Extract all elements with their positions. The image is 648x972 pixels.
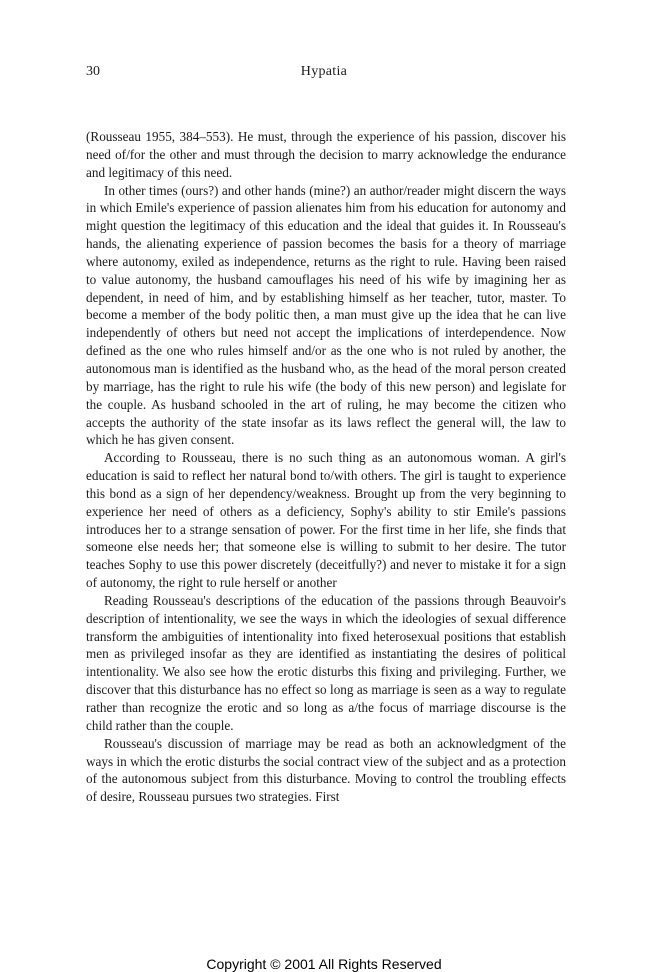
copyright-notice: Copyright © 2001 All Rights Reserved	[206, 956, 442, 972]
page-number: 30	[86, 64, 100, 79]
paragraph: According to Rousseau, there is no such thing as an autonomous woman. A girl's education is said to reflect her natural bond to/with others. The girl is taught to experience this bond as a sign of her dependency/weakness. Brought up from the very beginning to experience her need of others as a deficiency, Sophy's ability to stir Emile's passions introduces her to a strange sensation of power. For the first time in her life, she finds that someone else needs her; that someone else is willing to submit to her desire. The tutor teaches Sophy to use this power discretely (deceitfully?) and never to mistake it for a sign of autonomy, the right to rule herself or another	[86, 450, 566, 591]
paragraph: Rousseau's discussion of marriage may be read as both an acknowledgment of the ways in which the erotic disturbs the social contract view of the subject and as a protection of the autonomous subject from this disturbance. Moving to control the troubling effects of desire, Rousseau pursues two strategies. First	[86, 735, 566, 805]
running-title: Hypatia	[300, 64, 348, 79]
body-text	[86, 128, 566, 806]
paragraph: In other times (ours?) and other hands (mine?) an author/reader might discern the ways in which Emile's experience of passion alienates him from his education for autonomy and might question the legitimacy of this education and the ideal that guides it. In Rousseau's hands, the alienating experience of passion becomes the basis for a theory of marriage where autonomy, exiled as independence, returns as the right to rule. Having been raised to value autonomy, the husband camouflages his need of his wife by imagining her as dependent, in need of him, and by establishing himself as her teacher, tutor, master. To become a member of the body politic then, a man must give up the idea that he can live independently of others but need not accept the implications of interdependence. Now defined as the one who rules himself and/or as the one who is not ruled by another, the autonomous man is identified as the husband who, as the head of the moral person created by marriage, has the right to rule his wife (the body of this new person) and legislate for the couple. As husband schooled in the art of ruling, he may become the citizen who accepts the authority of the state insofar as its laws reflect the general will, the law to which he has given consent.	[86, 182, 566, 448]
paragraph-continuation: (Rousseau 1955, 384–553). He must, through the experience of his passion, discover his need of/for the other and must through the decision to marry acknowledge the endurance and legitimacy of this need.	[86, 129, 566, 180]
paragraph: Reading Rousseau's descriptions of the education of the passions through Beauvoir's description of intentionality, we see the ways in which the ideologies of sexual difference transform the ambiguities of intentionality into fixed heterosexual positions that establish men as privileged insofar as they are identified as instantiating the desires of political intentionality. We also see how the erotic disturbs this fixing and privileging. Further, we discover that this disturbance has no effect so long as marriage is seen as a way to regulate rather than recognize the erotic and so long as a/the focus of marriage discourse is the child rather than the couple.	[86, 592, 566, 733]
